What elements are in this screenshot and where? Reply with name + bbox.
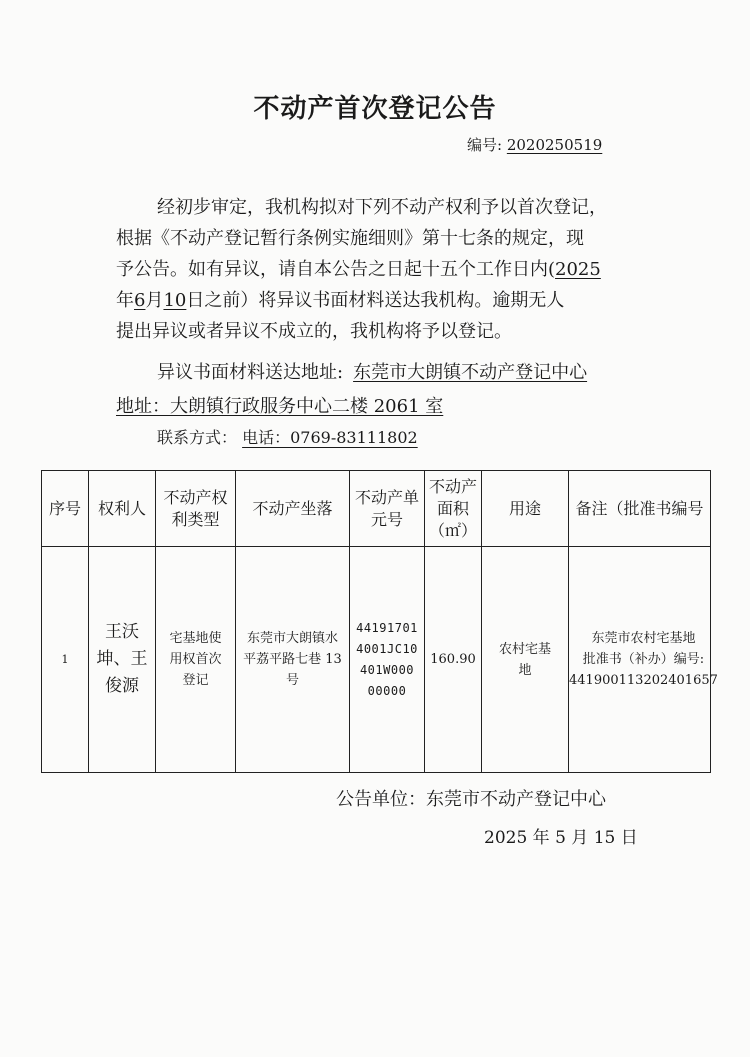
objection-address-label: 异议书面材料送达地址:	[157, 362, 344, 383]
cell-usage: 农村宅基 地	[482, 547, 569, 773]
body-day: 10	[163, 290, 187, 311]
registration-table	[41, 470, 718, 773]
cell-holder: 王沃 坤、王 俊源	[89, 547, 156, 773]
header-area: 不动产 面积 （㎡）	[425, 471, 482, 547]
announcing-unit: 公告单位：东莞市不动产登记中心	[336, 789, 606, 810]
cell-area: 160.90	[425, 547, 482, 773]
header-location: 不动产坐落	[236, 471, 350, 547]
header-unit-no: 不动产单 元号	[350, 471, 425, 547]
objection-address	[116, 358, 587, 384]
notice-body	[116, 192, 656, 347]
cell-no: 1	[42, 547, 89, 773]
header-right-type: 不动产权 利类型	[156, 471, 236, 547]
body-line-1: 经初步审定，我机构拟对下列不动产权利予以首次登记，	[157, 197, 607, 218]
table-header-row	[42, 471, 711, 547]
document-number-label: 编号:	[467, 136, 503, 154]
cell-unit-no: 44191701 4001JC10 401W000 00000	[350, 547, 425, 773]
document-number	[467, 134, 602, 155]
body-line-4a: 年	[116, 290, 134, 311]
body-line-3: 予公告。如有异议，请自本公告之日起十五个工作日内(	[116, 259, 556, 280]
body-year: 2025	[555, 259, 601, 280]
cell-remark: 东莞市农村宅基地 批准书（补办）编号: 441900113202401657	[569, 547, 711, 773]
contact-info	[157, 425, 456, 448]
header-no: 序号	[42, 471, 89, 547]
table-row	[42, 547, 711, 773]
header-holder: 权利人	[89, 471, 156, 547]
contact-phone: 电话：0769-83111802	[242, 428, 418, 447]
body-line-5: 提出异议或者异议不成立的，我机构将予以登记。	[116, 321, 512, 342]
header-usage: 用途	[482, 471, 569, 547]
body-line-2: 根据《不动产登记暂行条例实施细则》第十七条的规定，现	[116, 228, 584, 249]
cell-location: 东莞市大朗镇水 平荔平路七巷 13 号	[236, 547, 350, 773]
cell-right-type: 宅基地使 用权首次 登记	[156, 547, 236, 773]
office-address: 地址：大朗镇行政服务中心二楼 2061 室	[116, 396, 444, 417]
body-line-4c: 日之前）将异议书面材料送达我机构。逾期无人	[186, 290, 565, 311]
announcement-date: 2025 年 5 月 15 日	[484, 828, 638, 848]
body-line-4b: 月	[145, 290, 164, 311]
contact-label: 联系方式：	[157, 428, 238, 447]
objection-address-value: 东莞市大朗镇不动产登记中心	[353, 362, 588, 383]
header-remark: 备注（批准书编号	[569, 471, 711, 547]
page-title: 不动产首次登记公告	[253, 94, 497, 124]
body-month: 6	[134, 290, 146, 311]
document-number-value: 2020250519	[506, 136, 603, 154]
